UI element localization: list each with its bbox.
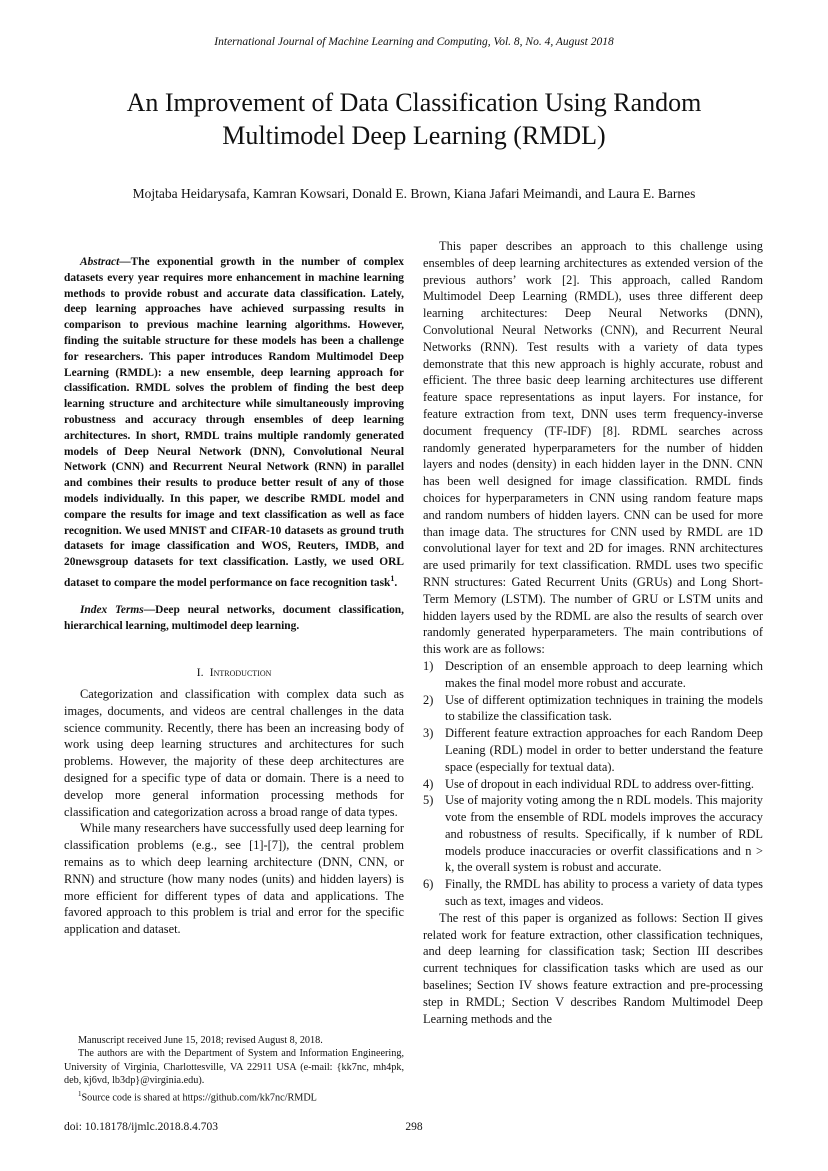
intro-paragraph: While many researchers have successfully used deep learning for classification problems (e.g., see [1]-[7]), the central problem remains as to which deep learning architecture (DNN, CNN, or RNN) and structure (how many nodes (units) and hidden layers) is more efficient for different types of data and applications. The favored approach to this problem is trial and error for the specific application and dataset. bbox=[64, 821, 404, 937]
author-list: Mojtaba Heidarysafa, Kamran Kowsari, Donald E. Brown, Kiana Jafari Meimandi, and Laura E. Barnes bbox=[132, 186, 696, 201]
abstract-text: —The exponential growth in the number of complex datasets every year requires more enhancement in machine learning methods to provide robust and accurate data classification. Lately, deep learning approaches have achieved surpassing results in comparison to previous machine learning algorithms. However, finding the suitable structure for these models has been a challenge for researchers. This paper introduces Random Multimodel Deep Learning (RMDL): a new ensemble, deep learning approach for classification. RMDL solves the problem of finding the best deep learning structure and architecture while simultaneously improving robustness and accuracy through ensembles of deep learning architectures. In short, RMDL trains multiple randomly generated models of Deep Neural Network (DNN), Convolutional Neural Network (CNN) and Recurrent Neural Network (RNN) in parallel and combines their results to produce better result of any of those models individually. In this paper, we describe RMDL model and compare the results for image and text classification as well as face recognition. We used MNIST and CIFAR-10 datasets as ground truth datasets for image classification and WOS, Reuters, IMDB, and 20newsgroup datasets for text classification. Lastly, we used ORL dataset to compare the model performance on face recognition task bbox=[64, 256, 404, 589]
abstract-end: . bbox=[394, 576, 398, 589]
list-item bbox=[423, 725, 763, 775]
introduction-body bbox=[64, 686, 404, 938]
footnote-source-text: Source code is shared at https://github.com/kk7nc/RMDL bbox=[81, 1092, 317, 1104]
list-item-number: 6) bbox=[423, 877, 434, 892]
list-item-text: Different feature extraction approaches for each Random Deep Leaning (RDL) model in order to better understand the feature space (especially for textual data). bbox=[445, 726, 763, 774]
section-name: Introduction bbox=[209, 665, 272, 679]
contributions-list bbox=[423, 658, 763, 910]
footnote-source-mark: 1 bbox=[78, 1089, 82, 1098]
doi: doi: 10.18178/ijmlc.2018.8.4.703 bbox=[64, 1121, 218, 1133]
list-item-text: Use of dropout in each individual RDL to address over-fitting. bbox=[445, 776, 754, 791]
body-paragraph: This paper describes an approach to this challenge using ensembles of deep learning architectures as extended version of the previous authors’ work [2]. This approach, called Random Multimodel Deep Learning (RMDL), uses three different deep learning architectures: Deep Neural Networks (DNN), Convolutional Neural Networks (CNN), and Recurrent Neural Networks (RNN). Test results with a variety of data types demonstrate that this new approach is highly accurate, robust and efficient. The three basic deep learning architectures use different feature space representations as input layers. For instance, for feature extraction from text, DNN uses term frequency-inverse document frequency (TF-IDF) [8]. RDML searches across randomly generated hyperparameters for the number of hidden layers and nodes (density) in each hidden layer in the DNN. CNN has been well designed for image classification. RMDL finds choices for hyperparameters in CNN using random feature maps and random numbers of hidden layers. CNN can be used for more than image data. The structures for CNN used by RMDL are 1D convolutional layer for text and 2D for images. RNN architectures are used primarily for text classification. RMDL uses two specific RNN structures: Gated Recurrent Units (GRUs) and Long Short-Term Memory (LSTM). The number of GRU or LSTM units and hidden layers used by the RDML are also the results of search over randomly generated hyperparameters. The main contributions of this work are as follows: bbox=[423, 239, 763, 657]
footnote-affiliation: The authors are with the Department of System and Information Engineering, University of Virginia, Charlottesville, VA 22911 USA (e-mail: {kk7nc, mh4pk, deb, kj6vd, lb3dp}@virginia.edu). bbox=[64, 1048, 404, 1087]
list-item-text: Finally, the RMDL has ability to process a variety of data types such as text, images and videos. bbox=[445, 877, 763, 909]
index-terms bbox=[64, 603, 404, 635]
page-number: 298 bbox=[405, 1121, 423, 1133]
list-item bbox=[423, 658, 763, 692]
right-column-body bbox=[423, 238, 763, 1027]
footnote-source bbox=[64, 1088, 404, 1105]
list-item bbox=[423, 692, 763, 726]
paper-title bbox=[60, 86, 768, 152]
list-item-number: 5) bbox=[423, 793, 434, 808]
section-heading-introduction bbox=[64, 664, 404, 681]
abstract-lead: Abstract bbox=[80, 256, 120, 268]
footnotes bbox=[64, 1034, 404, 1104]
title-line-1: An Improvement of Data Classification Using Random bbox=[126, 88, 702, 117]
footnote-received: Manuscript received June 15, 2018; revised August 8, 2018. bbox=[78, 1035, 323, 1046]
index-terms-text: —Deep neural networks, document classification, hierarchical learning, multimodel deep learning. bbox=[64, 604, 404, 632]
intro-paragraph: Categorization and classification with complex data such as images, documents, and videos are central challenges in the data science community. Recently, there has been an increasing body of work using deep learning structures and architectures for such problems. However, the majority of these deep architectures are designed for a specific type of data or domain. There is a need to develop more general information processing methods for classification and categorization across a broad range of data types. bbox=[64, 687, 404, 819]
list-item bbox=[423, 876, 763, 910]
list-item-number: 2) bbox=[423, 692, 434, 707]
list-item-text: Description of an ensemble approach to deep learning which makes the final model more robust and accurate. bbox=[445, 658, 763, 690]
index-terms-lead: Index Terms bbox=[80, 604, 144, 616]
section-numeral: I. bbox=[196, 665, 204, 679]
list-item-number: 1) bbox=[423, 658, 434, 673]
list-item bbox=[423, 792, 763, 876]
abstract bbox=[64, 255, 404, 592]
list-item-number: 3) bbox=[423, 726, 434, 741]
journal-header: International Journal of Machine Learning and Computing, Vol. 8, No. 4, August 2018 bbox=[214, 36, 614, 48]
title-line-2: Multimodel Deep Learning (RMDL) bbox=[222, 121, 606, 150]
body-paragraph: The rest of this paper is organized as follows: Section II gives related work for feature extraction, other classification techniques, and deep learning for classification task; Section III describes current techniques for classification tasks which are used as our baselines; Section IV shows feature extraction and pre-processing step in RMDL; Section V describes Random Multimodel Deep Learning methods and the bbox=[423, 910, 763, 1026]
list-item-text: Use of majority voting among the n RDL models. This majority vote from the ensemble of RDL models improves the accuracy and robustness of results. Specifically, if k number of RDL models produce inaccuracies or overfit classifications and n > k, the overall system is robust and accurate. bbox=[445, 793, 763, 875]
list-item bbox=[423, 776, 763, 793]
list-item-text: Use of different optimization techniques in training the models to stabilize the classification task. bbox=[445, 692, 763, 724]
abstract-footnote-mark: 1 bbox=[390, 573, 395, 583]
list-item-number: 4) bbox=[423, 776, 434, 791]
